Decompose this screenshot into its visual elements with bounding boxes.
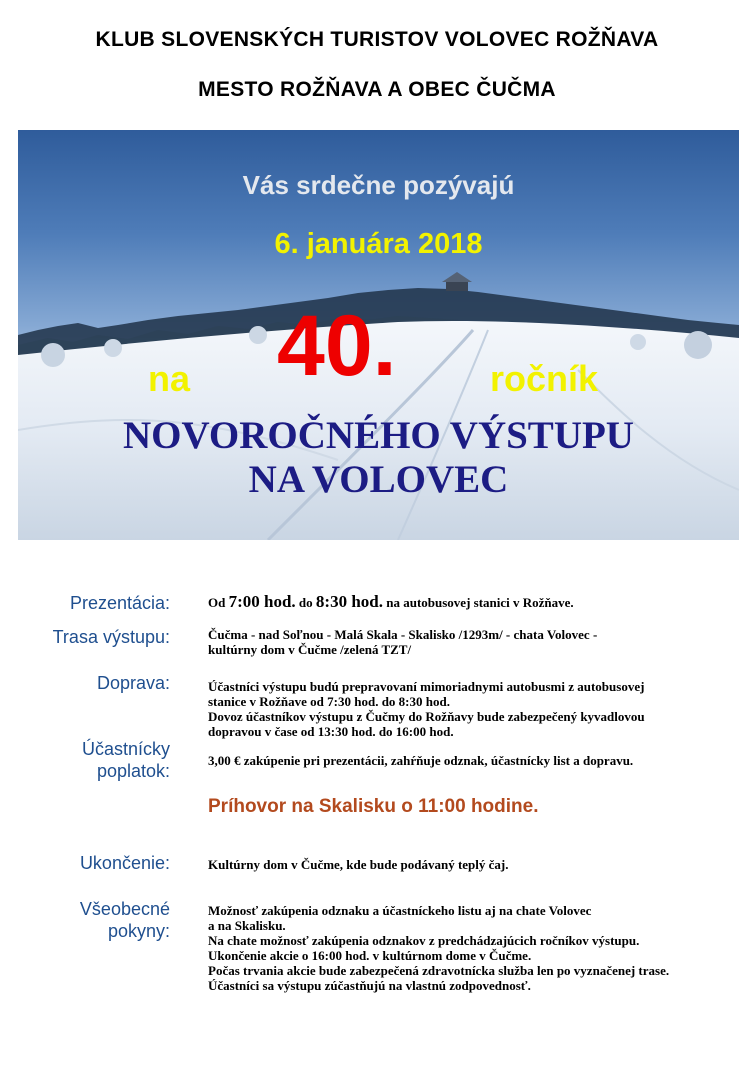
registration-label: Prezentácia: xyxy=(69,593,170,613)
transport-value xyxy=(208,679,738,739)
general-line-6: Účastníci sa výstupu zúčastňujú na vlastnú zodpovednosť. xyxy=(208,978,531,993)
invitation-text: Vás srdečne pozývajú xyxy=(242,170,515,200)
registration-do: do xyxy=(298,595,313,610)
general-label-line-2: pokyny: xyxy=(107,921,170,941)
registration-time-end: 8:30 hod. xyxy=(315,592,383,611)
route-line-1: Čučma - nad Soľnou - Malá Skala - Skalisko /1293m/ - chata Volovec - xyxy=(208,627,598,642)
transport-line-1: Účastníci výstupu budú prepravovaní mimoriadnymi autobusmi z autobusovej xyxy=(208,679,645,694)
transport-line-4: dopravou v čase od 13:30 hod. do 16:00 hod. xyxy=(208,724,454,739)
edition-prefix: na xyxy=(148,358,191,399)
general-label-line-1: Všeobecné xyxy=(79,899,170,919)
speech-notice: Príhovor na Skalisku o 11:00 hodine. xyxy=(208,796,539,817)
fee-value: 3,00 € zakúpenie pri prezentácii, zahŕňuje odznak, účastnícky list a dopravu. xyxy=(208,753,634,768)
registration-place: na autobusovej stanici v Rožňave. xyxy=(386,595,574,610)
end-value: Kultúrny dom v Čučme, kde bude podávaný teplý čaj. xyxy=(208,857,509,872)
general-line-5: Počas trvania akcie bude zabezpečená zdravotnícka služba len po vyznačenej trase. xyxy=(208,963,670,978)
general-value xyxy=(208,903,738,993)
route-value xyxy=(208,627,738,657)
organizer-line-1: KLUB SLOVENSKÝCH TURISTOV VOLOVEC ROŽŇAVA xyxy=(95,28,659,51)
edition-suffix: ročník xyxy=(490,358,599,399)
banner-photo xyxy=(18,130,739,540)
event-title-line-1: NOVOROČNÉHO VÝSTUPU xyxy=(123,414,634,457)
transport-line-2: stanice v Rožňave od 7:30 hod. do 8:30 hod. xyxy=(208,694,450,709)
route-line-2: kultúrny dom v Čučme /zelená TZT/ xyxy=(208,642,412,657)
fee-label xyxy=(82,738,170,782)
registration-time-start: 7:00 hod. xyxy=(228,592,296,611)
transport-line-3: Dovoz účastníkov výstupu z Čučmy do Rožňavy bude zabezpečený kyvadlovou xyxy=(208,709,645,724)
route-label: Trasa výstupu: xyxy=(52,627,170,647)
event-date: 6. januára 2018 xyxy=(274,228,483,260)
event-title-line-2: NA VOLOVEC xyxy=(248,458,509,501)
general-line-4: Ukončenie akcie o 16:00 hod. v kultúrnom dome v Čučme. xyxy=(208,948,532,963)
general-line-2: a na Skalisku. xyxy=(208,918,286,933)
transport-label: Doprava: xyxy=(96,673,170,693)
general-line-3: Na chate možnosť zakúpenia odznakov z predchádzajúcich ročníkov výstupu. xyxy=(208,933,640,948)
edition-number: 40. xyxy=(277,298,397,394)
general-label xyxy=(80,898,170,942)
registration-value xyxy=(208,594,738,610)
registration-od: Od xyxy=(208,595,226,610)
fee-label-line-1: Účastnícky xyxy=(81,739,170,759)
organizer-line-2: MESTO ROŽŇAVA A OBEC ČUČMA xyxy=(198,78,556,101)
fee-label-line-2: poplatok: xyxy=(96,761,170,781)
general-line-1: Možnosť zakúpenia odznaku a účastníckeho listu aj na chate Volovec xyxy=(208,903,592,918)
end-label: Ukončenie: xyxy=(79,853,170,873)
